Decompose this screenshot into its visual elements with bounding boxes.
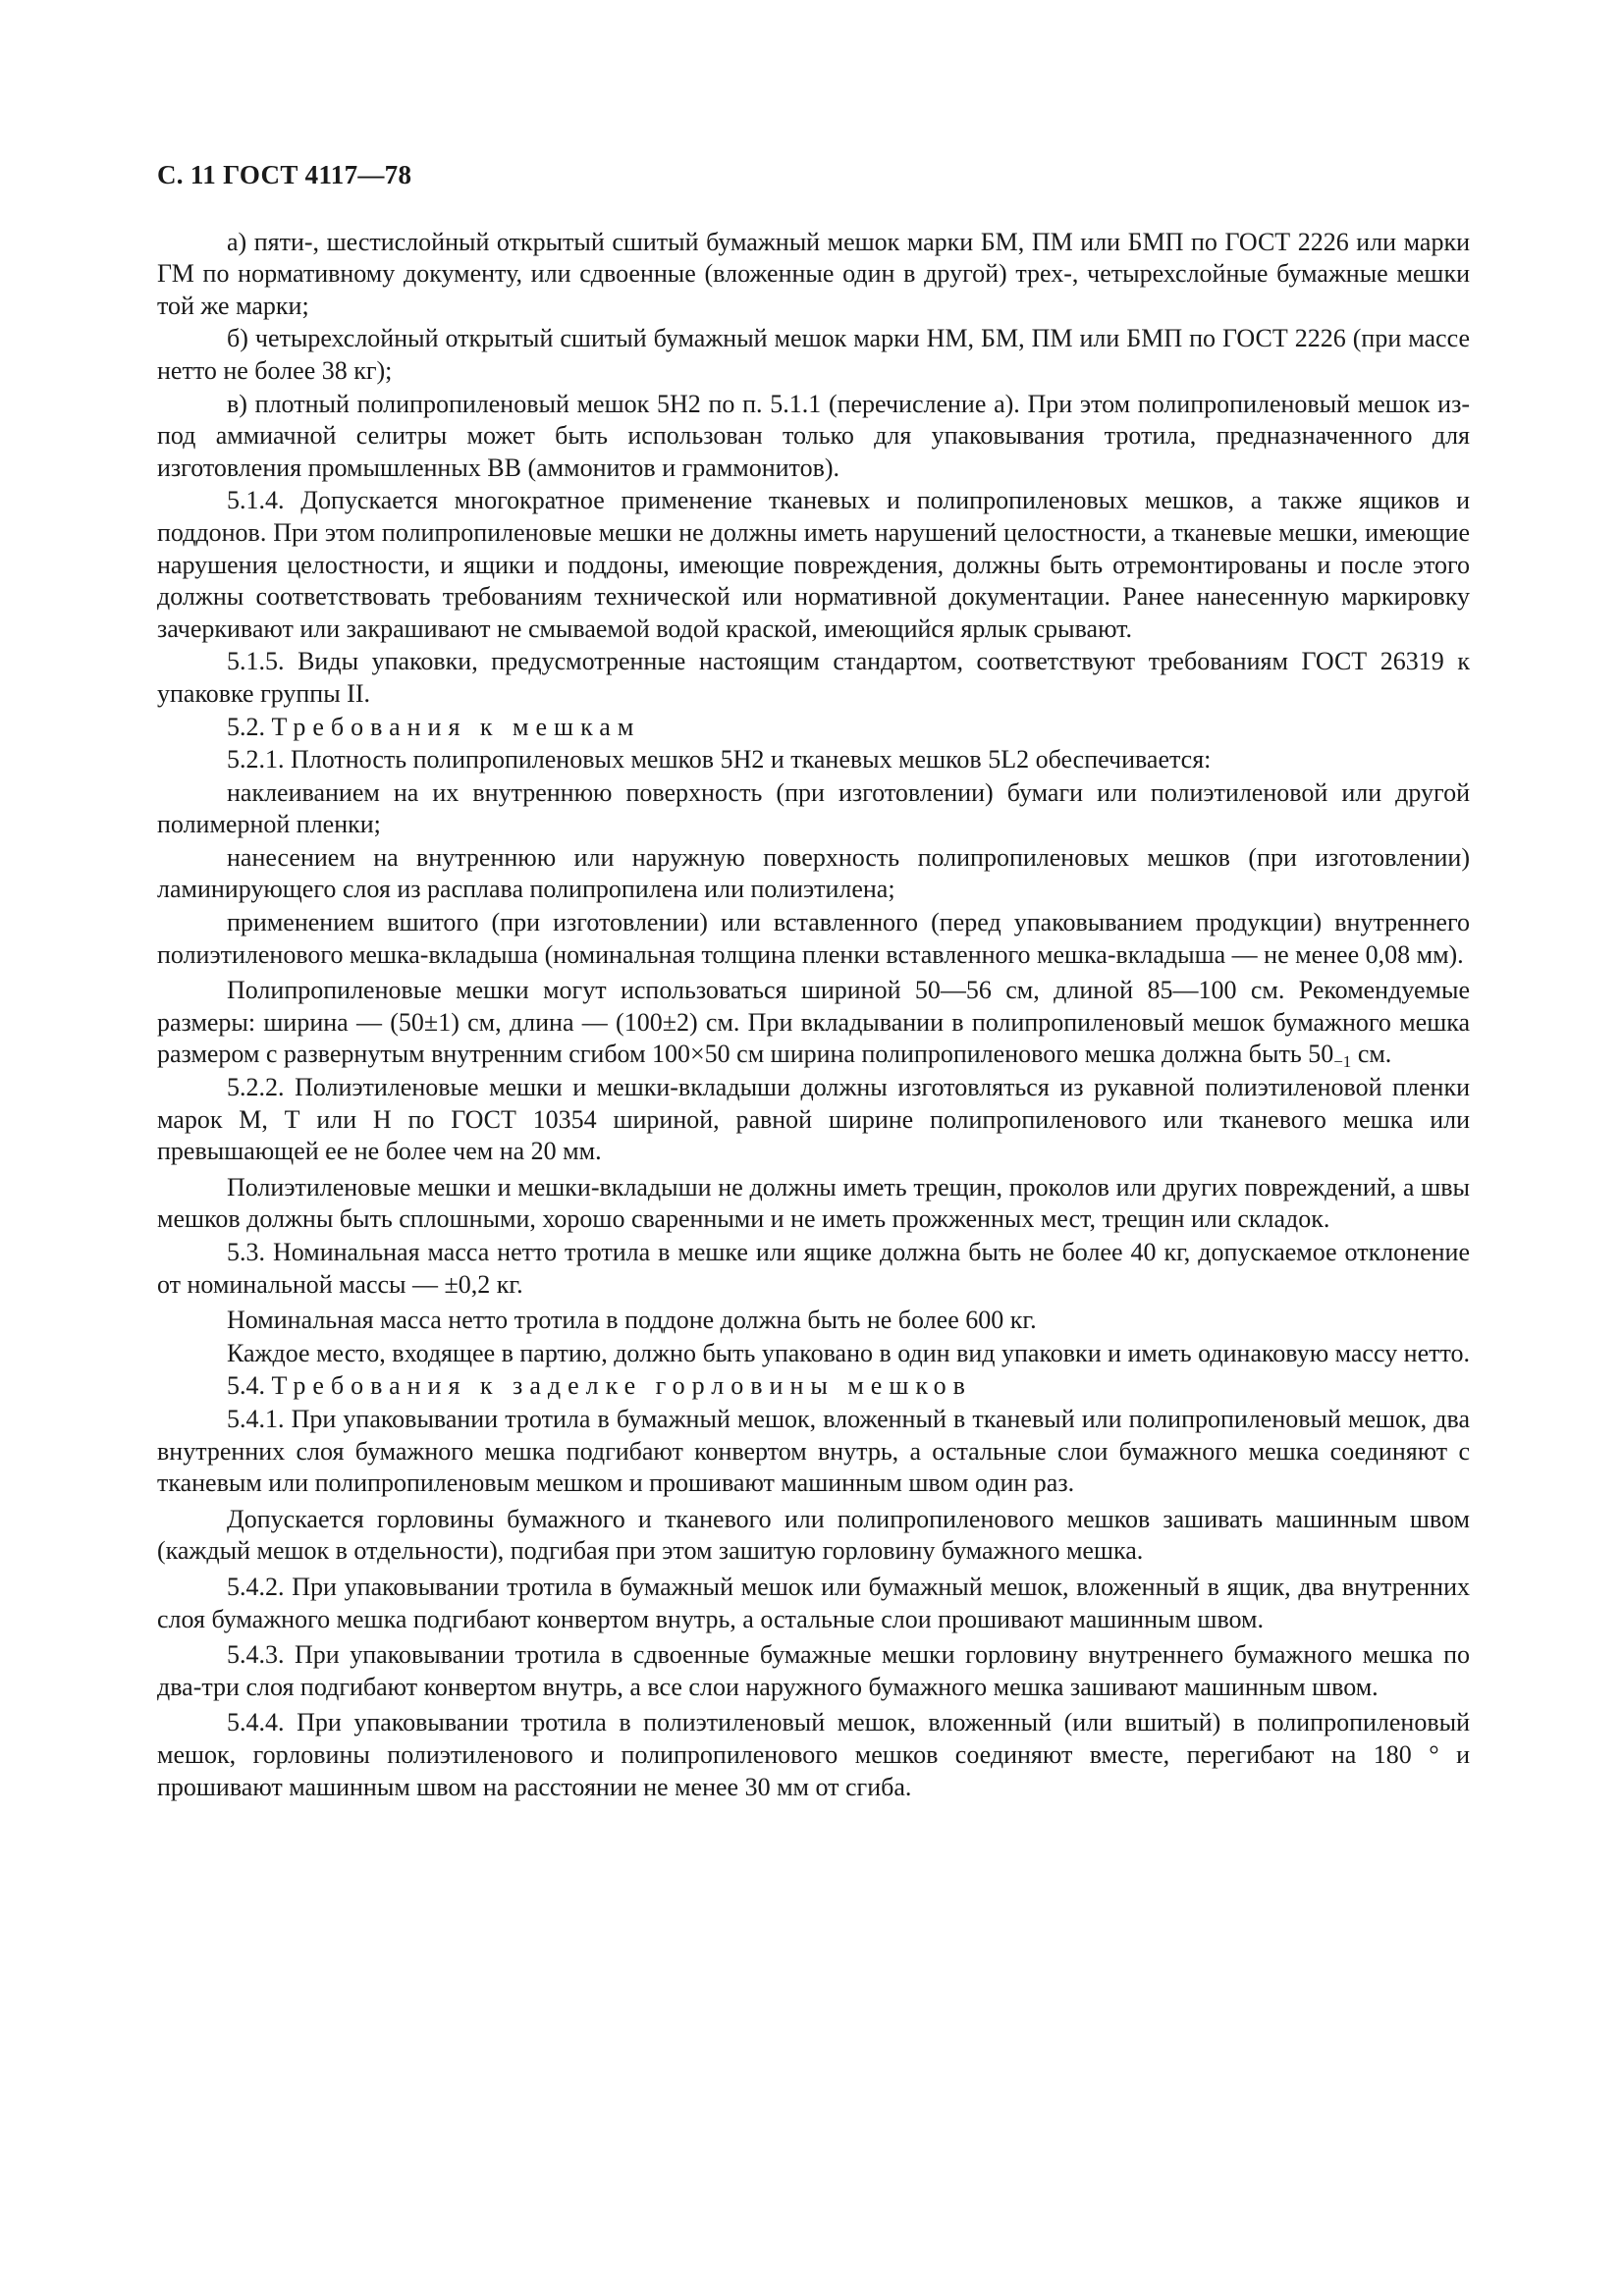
paragraph-sizes (157, 975, 1470, 1071)
paragraph-pallet-mass: Номинальная масса нетто тротила в поддоне должна быть не более 600 кг. (227, 1306, 1037, 1335)
paragraph-separate-sewing: Допускается горловины бумажного и тканевого или полипропиленового мешков зашивать машинным швом (каждый мешок в отдельности), подгибая при этом зашитую горловину бумажного мешка. (157, 1504, 1470, 1566)
section-heading-5-4 (157, 1370, 1470, 1403)
paragraph-5-2-2: 5.2.2. Полиэтиленовые мешки и мешки-вкладыши должны изготовляться из рукавной полиэтиленовой пленки марок М, Т или Н по ГОСТ 10354 шириной, равной ширине полипропиленового или тканевого мешка или превышающей ее не более чем на 20 мм. (157, 1073, 1470, 1166)
section-heading-5-2 (157, 712, 1470, 744)
paragraph-gluing: наклеиванием на их внутреннюю поверхность (при изготовлении) бумаги или полиэтиленовой или другой полимерной пленки; (157, 777, 1470, 839)
paragraph-b: б) четырехслойный открытый сшитый бумажный мешок марки НМ, БМ, ПМ или БМП по ГОСТ 2226 (при массе нетто не более 38 кг); (157, 324, 1470, 385)
paragraph-v: в) плотный полипропиленовый мешок 5Н2 по п. 5.1.1 (перечисление а). При этом полипропиленовый мешок из-под аммиачной селитры может быть использован только для упаковывания тротила, предназначенного для изготовления промышленных ВВ (аммонитов и граммонитов). (157, 389, 1470, 482)
sizes-text: Полипропиленовые мешки могут использоваться шириной 50—56 см, длиной 85—100 см. Рекомендуемые размеры: ширина — (50±1) см, длина — (100±2) см. При вкладывании в полипропиленовый мешок бумажного мешка размером с развернутым внутренним сгибом 100×50 см ширина полипропиленового мешка должна быть 50 (157, 976, 1470, 1069)
paragraph-5-1-5: 5.1.5. Виды упаковки, предусмотренные настоящим стандартом, соответствуют требованиям ГОСТ 26319 к упаковке группы II. (157, 647, 1470, 708)
standard-number: ГОСТ 4117—78 (223, 160, 412, 189)
paragraph-defects: Полиэтиленовые мешки и мешки-вкладыши не должны иметь трещин, проколов или других повреждений, а швы мешков должны быть сплошными, хорошо сваренными и не иметь прожженных мест, трещин или складок. (157, 1172, 1470, 1234)
paragraph-5-3: 5.3. Номинальная масса нетто тротила в мешке или ящике должна быть не более 40 кг, допускаемое отклонение от номинальной массы — ±0,2 кг. (157, 1238, 1470, 1299)
paragraph-package-unit: Каждое место, входящее в партию, должно быть упаковано в один вид упаковки и иметь одинаковую массу нетто. (227, 1338, 1471, 1367)
page-header (157, 159, 1470, 191)
paragraph-5-4-3: 5.4.3. При упаковывании тротила в сдвоенные бумажные мешки горловину внутреннего бумажного мешка по два-три слоя подгибают конвертом внутрь, а все слои наружного бумажного мешка зашивают машинным швом. (157, 1640, 1470, 1701)
paragraph-laminating: нанесением на внутреннюю или наружную поверхность полипропиленовых мешков (при изготовлении) ламинирующего слоя из расплава полипропилена или полиэтилена; (157, 842, 1470, 904)
page-number: С. 11 (157, 160, 217, 189)
paragraph-liner: применением вшитого (при изготовлении) или вставленного (перед упаковыванием продукции) внутреннего полиэтиленового мешка-вкладыша (номинальная толщина пленки вставленного мешка-вкладыша — не менее 0,08 мм). (157, 908, 1470, 969)
section-title: Требования к мешкам (271, 712, 641, 741)
paragraph-5-2-1: 5.2.1. Плотность полипропиленовых мешков 5Н2 и тканевых мешков 5L2 обеспечивается: (227, 745, 1212, 774)
paragraph-5-4-2: 5.4.2. При упаковывании тротила в бумажный мешок или бумажный мешок, вложенный в ящик, два внутренних слоя бумажного мешка подгибают конвертом внутрь, а остальные слои прошивают машинным швом. (157, 1572, 1470, 1633)
section-number: 5.2. (227, 712, 265, 741)
paragraph-5-4-1: 5.4.1. При упаковывании тротила в бумажный мешок, вложенный в тканевый или полипропиленовый мешок, два внутренних слоя бумажного мешка подгибают конвертом внутрь, а остальные слои бумажного мешка соединяют с тканевым или полипропиленовым мешком и прошивают машинным швом один раз. (157, 1404, 1470, 1498)
paragraph-5-4-4: 5.4.4. При упаковывании тротила в полиэтиленовый мешок, вложенный (или вшитый) в полипропиленовый мешок, горловины полиэтиленового и полипропиленового мешков соединяют вместе, перегибают на 180 ° и прошивают машинным швом на расстоянии не менее 30 мм от сгиба. (157, 1708, 1470, 1801)
paragraph-5-1-4: 5.1.4. Допускается многократное применение тканевых и полипропиленовых мешков, а также ящиков и поддонов. При этом полипропиленовые мешки не должны иметь нарушений целостности, а тканевые мешки, имеющие нарушения целостности, и ящики и поддоны, имеющие повреждения, должны быть отремонтированы и после этого должны соответствовать требованиям технической или нормативной документации. Ранее нанесенную маркировку зачеркивают или закрашивают не смываемой водой краской, имеющийся ярлык срывают. (157, 486, 1470, 643)
section-number: 5.4. (227, 1371, 265, 1401)
tolerance-subscript: −1 (1333, 1052, 1352, 1072)
sizes-unit: см. (1351, 1040, 1392, 1069)
section-title: Требования к заделке горловины мешков (271, 1371, 972, 1401)
document-page (157, 159, 1470, 1804)
paragraph-a: а) пяти-, шестислойный открытый сшитый бумажный мешок марки БМ, ПМ или БМП по ГОСТ 2226 или марки ГМ по нормативному документу, или сдвоенные (вложенные один в другой) трех-, четырехслойные бумажные мешки той же марки; (157, 227, 1470, 320)
